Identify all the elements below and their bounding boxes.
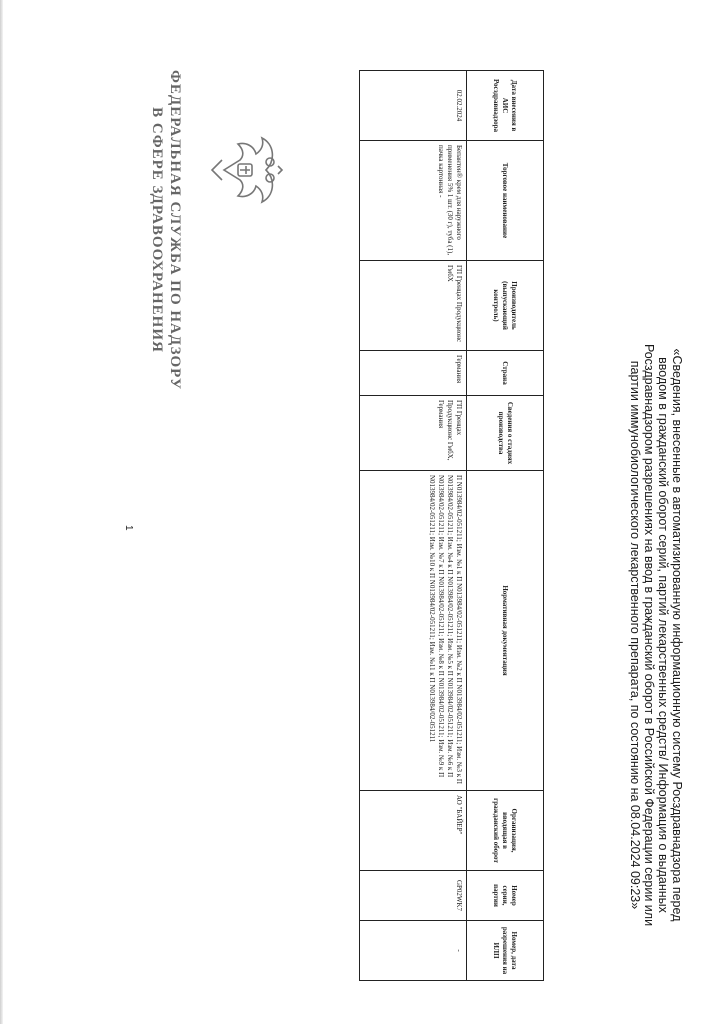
header-organization: Организация, вводящая в гражданский оборот [467, 791, 544, 871]
agency-name-line1: ФЕДЕРАЛЬНАЯ СЛУЖБА ПО НАДЗОРУ [167, 70, 183, 390]
header-batch: Номер серии, партии [467, 871, 544, 921]
cell-trade-name: Бепантен® крем для наружного применения 5% 1 шт. (30 г), туба (1), пачка картонная - [360, 141, 467, 261]
table-header-row [467, 71, 544, 981]
agency-name-line2: В СФЕРЕ ЗДРАВООХРАНЕНИЯ [149, 107, 165, 353]
page-number: 1 [123, 525, 134, 531]
double-headed-eagle-emblem-icon [204, 130, 284, 210]
cell-batch: GP02WK7 [360, 871, 467, 921]
cell-organization: АО "БАЙЕР" [360, 791, 467, 871]
header-permit: Номер, дата разрешения на ИЛП [467, 921, 544, 981]
header-date: Дата внесения в АИС Росздравнадзора [467, 71, 544, 141]
scan-page-edge [0, 0, 3, 1024]
cell-date: 02.02.2024 [360, 71, 467, 141]
header-normative-docs: Нормативная документация [467, 471, 544, 791]
agency-name [148, 65, 184, 395]
cell-manufacturer: ГП Гренцах Продукционс ГмбХ [360, 261, 467, 351]
page-content [80, 0, 724, 1024]
cell-normative-docs: П N013984/02-051211; Изм. №1 к П N013984/02-051211; Изм. №2 к П N013984/02-051211; Изм. №3 к П N013984/02-051211; Изм. №4 к П N013984/02-051211; Изм. №5 к П N013984/02-051211; Изм. №6 к П N013984/02-051211; Изм. №7 к П N013984/02-051211; Изм. №8 к П N013984/02-051211; Изм. №9 к П N013984/02-051211; Изм. №10 к П N013984/02-051211; Изм. №11 к П N013984/02-051211 [360, 471, 467, 791]
header-stages: Сведения о стадиях производства [467, 396, 544, 471]
cell-country: Германия [360, 351, 467, 396]
header-manufacturer: Производитель (выпускающий контроль) [467, 261, 544, 351]
rotated-page [80, 0, 724, 1024]
cell-permit: - [360, 921, 467, 981]
table-row [360, 71, 467, 981]
header-country: Страна [467, 351, 544, 396]
document-heading: «Сведения, внесенные в автоматизированную информационную систему Росздравнадзора перед вводом в гражданский оборот серий, партий лекарственных средств/ Информация о выданных Росздравнадзором разрешениях на ввод в гражданский оборот в Российской Федерации серии или партии иммунобиологического лекарственного препарата, по состоянию на 08.04.2024 09:23» [628, 343, 684, 927]
header-trade-name: Торговое наименование [467, 141, 544, 261]
register-table [359, 70, 544, 981]
cell-stages: ГП Гренцах Продукционс ГмбХ, Германия [360, 396, 467, 471]
